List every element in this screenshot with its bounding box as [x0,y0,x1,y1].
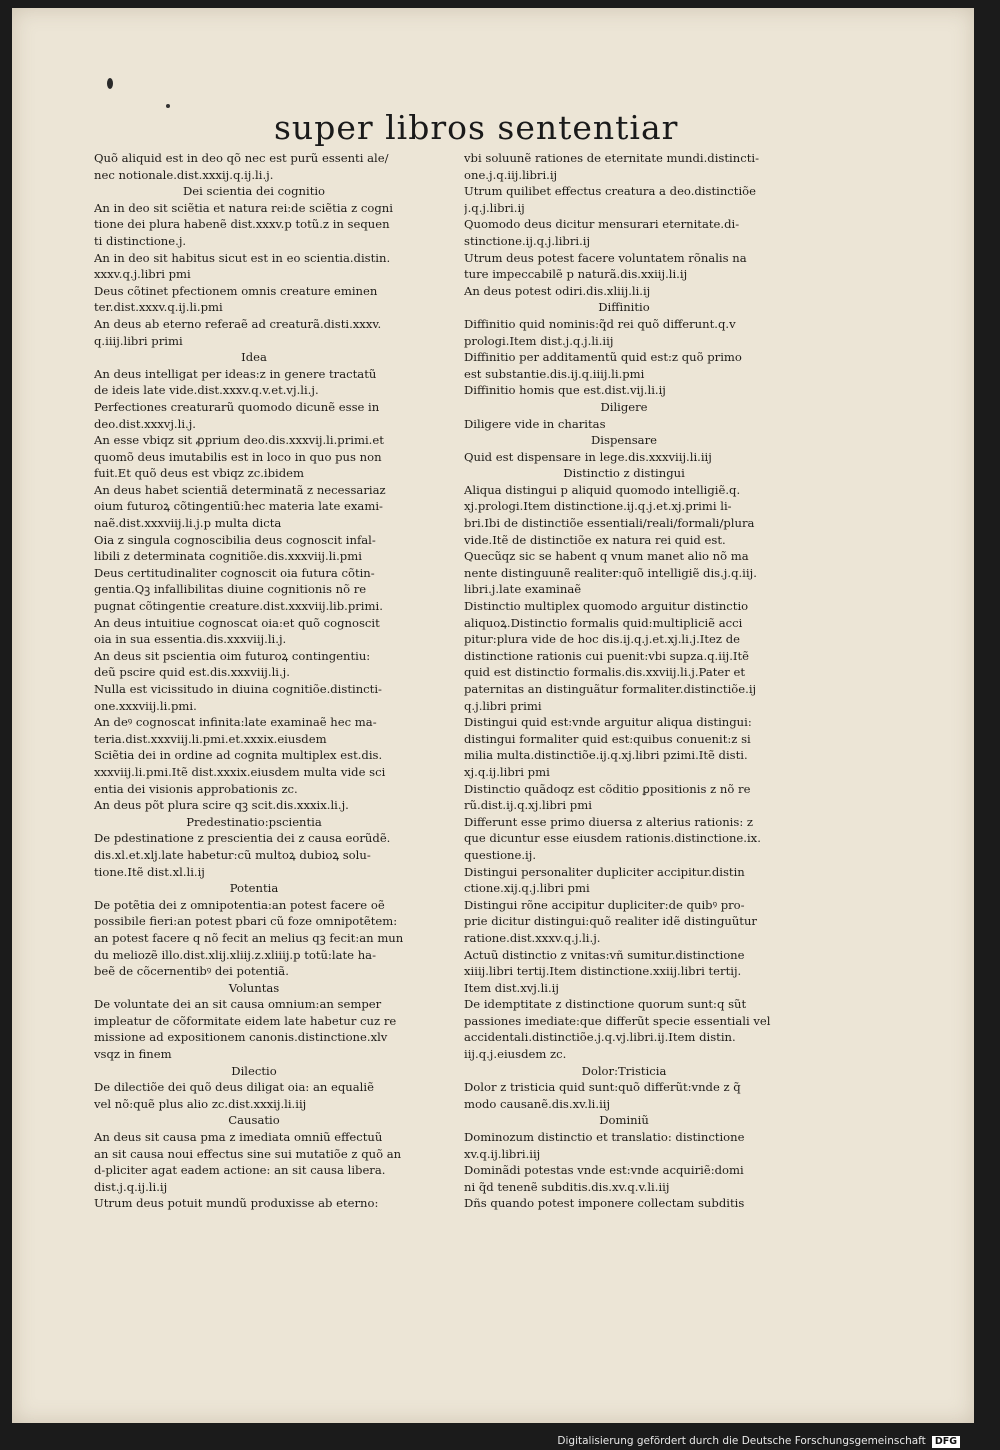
entry-line: deũ pscire quid est.dis.xxxviij.li.j. [94,665,290,680]
entry-line: milia multa.distinctiõe.ij.q.xj.libri pzimi.Itẽ disti. [464,748,748,763]
entry-line: an potest facere q nõ fecit an melius qꝫ fecit:an mun [94,930,404,945]
page-blemish [107,78,113,89]
entry-line: q.iiij.libri primi [94,333,183,348]
entry-line: du meliozẽ illo.dist.xlij.xliij.z.xliiij.p totũ:late ha- [94,947,377,962]
entry-line: vbi soluunẽ rationes de eternitate mundi.distincti- [464,151,759,165]
entry-line: vsqz in finem [94,1047,172,1062]
entry-line: de ideis late vide.dist.xxxv.q.v.et.vj.li.j. [94,383,319,398]
entry-line: De voluntate dei an sit causa omnium:an semper [94,997,382,1012]
entry-line: Utrum deus potuit mundũ produxisse ab eterno: [94,1196,379,1211]
entry-line: distinctione rationis cui puenit:vbi supza.q.iij.Itẽ [464,648,750,663]
footer-text: Digitalisierung gefördert durch die Deutsche Forschungsgemeinschaft [557,1435,926,1447]
entry-line: Distinctio multiplex quomodo arguitur distinctio [464,599,749,614]
entry-heading: Idea [241,350,267,365]
entry-line: pitur:plura vide de hoc dis.ij.q.j.et.xj.li.j.Itez de [464,632,740,647]
entry-line: Diffinitio per additamentũ quid est:z quõ primo [464,350,742,365]
left-column [94,150,454,1212]
entry-line: ratione.dist.xxxv.q.j.li.j. [464,930,601,945]
entry-line: deo.dist.xxxvj.li.j. [94,416,196,431]
entry-line: accidentali.distinctiõe.j.q.vj.libri.ij.Item distin. [464,1030,736,1045]
entry-line: gentia.Qꝫ infallibilitas diuine cognitionis nõ re [94,582,367,597]
entry-line: An deus potest odiri.dis.xliij.li.ij [464,283,651,298]
entry-line: distingui formaliter quid est:quibus conuenit:z si [464,731,751,746]
entry-line: nec notionale.dist.xxxij.q.ij.li.j. [94,167,274,182]
entry-line: prologi.Item dist.j.q.j.li.iij [464,333,614,348]
entry-heading: Dominiũ [599,1113,649,1128]
entry-heading: Dei scientia dei cognitio [182,184,326,199]
entry-line: Distinctio quãdoqz est cõditio ꝑpositionis z nõ re [464,781,751,796]
running-head: super libros sententiar [274,108,679,147]
entry-line: iij.q.j.eiusdem zc. [464,1047,567,1062]
entry-line: missione ad expositionem canonis.distinctione.xlv [94,1030,388,1045]
entry-line: Dominãdi potestas vnde est:vnde acquiriẽ:domi [464,1163,744,1178]
entry-line: xxxviij.li.pmi.Itẽ dist.xxxix.eiusdem multa vide sci [94,764,386,779]
entry-line: Diligere vide in charitas [464,416,606,431]
entry-line: An esse vbiqz sit ꝓprium deo.dis.xxxvij.li.primi.et [94,433,384,448]
entry-line: ter.dist.xxxv.q.ij.li.pmi [94,300,223,315]
entry-line: xxxv.q.j.libri pmi [94,267,191,282]
entry-line: questione.ij. [464,847,537,862]
entry-heading: Distinctio z distingui [563,466,685,481]
entry-line: oium futuroꝝ cõtingentiũ:hec materia late exami- [94,499,383,514]
entry-line: Utrum quilibet effectus creatura a deo.distinctiõe [464,184,757,199]
entry-line: Deus cõtinet pfectionem omnis creature eminen [94,283,378,298]
entry-heading: Dispensare [591,433,657,448]
entry-line: Deus certitudinaliter cognoscit oia futura cõtin- [94,565,375,580]
entry-line: An deꝰ cognoscat infinita:late examinaẽ hec ma- [94,715,377,730]
entry-line: xiiij.libri tertij.Item distinctione.xxiij.libri tertij. [464,964,742,979]
entry-line: pugnat cõtingentie creature.dist.xxxviij.lib.primi. [94,599,383,614]
entry-line: nente distinguunẽ realiter:quõ intelligiẽ dis.j.q.iij. [464,565,757,580]
entry-line: Dominozum distinctio et translatio: distinctione [464,1130,745,1145]
entry-line: aliquoꝝ.Distinctio formalis quid:multipliciẽ acci [464,615,743,630]
entry-line: Differunt esse primo diuersa z alterius rationis: z [464,814,754,829]
entry-line: An deus habet scientiã determinatã z necessariaz [94,482,386,497]
entry-line: passiones imediate:que differũt specie essentiali vel [464,1013,771,1028]
entry-line: naẽ.dist.xxxviij.li.j.p multa dicta [94,516,282,531]
entry-heading: Predestinatio:pscientia [186,814,322,829]
entry-line: De potẽtia dei z omnipotentia:an potest facere oẽ [94,897,385,912]
entry-line: Quomodo deus dicitur mensurari eternitate.di- [464,217,740,232]
page-blemish [166,104,170,108]
entry-line: An deus intelligat per ideas:z in genere tractatũ [94,366,377,381]
entry-heading: Causatio [228,1113,280,1128]
entry-line: Distingui personaliter dupliciter accipitur.distin [464,864,745,879]
entry-line: Quõ aliquid est in deo qõ nec est purũ essenti ale/ [94,151,389,165]
entry-line: De dilectiõe dei quõ deus diligat oia: an equaliẽ [94,1080,374,1095]
dfg-logo: DFG [932,1436,960,1448]
entry-line: Utrum deus potest facere voluntatem rõnalis na [464,250,747,265]
entry-line: j.q.j.libri.ij [464,200,525,215]
entry-line: Dolor z tristicia quid sunt:quõ differũt:vnde z q̃ [464,1080,741,1095]
entry-line: impleatur de cõformitate eidem late habetur cuz re [94,1013,397,1028]
entry-line: beẽ de cõcernentibꝰ dei potentiã. [94,964,289,979]
entry-line: vel nõ:quẽ plus alio zc.dist.xxxij.li.iij [94,1096,307,1111]
entry-line: modo causanẽ.dis.xv.li.iij [464,1096,611,1111]
entry-line: An deus sit causa pma z imediata omniũ effectuũ [94,1130,383,1145]
entry-line: quomõ deus imutabilis est in loco in quo pus non [94,449,382,464]
entry-line: De pdestinatione z prescientia dei z causa eorũdẽ. [94,831,391,846]
entry-line: one.j.q.iij.libri.ij [464,167,558,182]
entry-line: xj.q.ij.libri pmi [464,764,550,779]
entry-line: d-pliciter agat eadem actione: an sit causa libera. [94,1163,386,1178]
entry-line: Perfectiones creaturarũ quomodo dicunẽ esse in [94,399,380,414]
entry-heading: Dolor:Tristicia [581,1063,667,1078]
footer-bar [0,1432,1000,1450]
entry-line: Dñs quando potest imponere collectam subditis [464,1196,745,1211]
entry-line: Oia z singula cognoscibilia deus cognoscit infal- [94,532,376,547]
entry-heading: Potentia [229,881,279,896]
entry-line: xv.q.ij.libri.iij [464,1146,541,1161]
entry-line: oia in sua essentia.dis.xxxviij.li.j. [94,632,287,647]
entry-line: An in deo sit sciẽtia et natura rei:de sciẽtia z cogni [94,200,393,215]
entry-line: prie dicitur distingui:quõ realiter idẽ distinguũtur [464,914,757,929]
entry-line: dist.j.q.ij.li.ij [94,1179,168,1194]
entry-heading: Diffinitio [598,300,650,315]
entry-line: ture impeccabilẽ p naturã.dis.xxiij.li.ij [464,267,688,282]
entry-line: libili z determinata cognitiõe.dis.xxxviij.li.pmi [94,549,362,564]
entry-line: xj.prologi.Item distinctione.ij.q.j.et.xj.primi li- [464,499,732,514]
entry-heading: Dilectio [231,1063,277,1078]
entry-line: Sciẽtia dei in ordine ad cognita multiplex est.dis. [94,748,383,763]
entry-line: Item dist.xvj.li.ij [464,980,559,995]
entry-line: ni q̃d tenenẽ subditis.dis.xv.q.v.li.iij [464,1179,670,1194]
right-column [464,150,824,1212]
entry-line: bri.Ibi de distinctiõe essentiali/reali/formali/plura [464,516,755,531]
entry-line: fuit.Et quõ deus est vbiqz zc.ibidem [94,466,305,481]
entry-line: Quid est dispensare in lege.dis.xxxviij.li.iij [464,449,712,464]
entry-line: Actuũ distinctio z vnitas:vñ sumitur.distinctione [464,947,745,962]
entry-line: Aliqua distingui p aliquid quomodo intelligiẽ.q. [464,482,741,497]
entry-line: De idemptitate z distinctione quorum sunt:q sũt [464,997,747,1012]
entry-line: tione dei plura habenẽ dist.xxxv.p totũ.z in sequen [94,217,390,232]
entry-line: Distingui quid est:vnde arguitur aliqua distingui: [464,715,752,730]
entry-line: ctione.xij.q.j.libri pmi [464,881,590,896]
entry-line: paternitas an distinguãtur formaliter.distinctiõe.ij [464,682,757,696]
entry-heading: Voluntas [228,980,280,995]
entry-line: tione.Itẽ dist.xl.li.ij [94,864,205,879]
entry-line: que dicuntur esse eiusdem rationis.distinctione.ix. [464,831,761,846]
entry-line: An deus ab eterno referaẽ ad creaturã.disti.xxxv. [94,316,382,331]
entry-line: q.j.libri primi [464,698,542,713]
entry-line: Diffinitio quid nominis:q̃d rei quõ differunt.q.v [464,316,736,331]
entry-line: one.xxxviij.li.pmi. [94,698,197,713]
entry-line: Diffinitio homis que est.dist.vij.li.ij [464,383,666,398]
entry-line: entia dei visionis approbationis zc. [94,781,298,796]
entry-line: An deus põt plura scire qꝫ scit.dis.xxxix.li.j. [94,798,349,813]
entry-line: An in deo sit habitus sicut est in eo scientia.distin. [94,250,391,265]
entry-line: rũ.dist.ij.q.xj.libri pmi [464,798,592,813]
entry-line: An deus intuitiue cognoscat oia:et quõ cognoscit [94,615,380,630]
book-page [12,8,974,1423]
entry-line: an sit causa noui effectus sine sui mutatiõe z quõ an [94,1146,402,1161]
entry-line: teria.dist.xxxviij.li.pmi.et.xxxix.eiusdem [94,731,327,746]
entry-line: possibile fieri:an potest pbari cũ foze omnipotẽtem: [94,914,398,929]
entry-line: Distingui rõne accipitur dupliciter:de quibꝰ pro- [464,897,745,912]
entry-line: An deus sit pscientia oim futuroꝝ contingentiu: [94,648,371,663]
entry-line: stinctione.ij.q.j.libri.ij [464,233,591,248]
entry-heading: Diligere [600,399,648,414]
entry-line: Nulla est vicissitudo in diuina cognitiõe.distincti- [94,682,382,696]
entry-line: vide.Itẽ de distinctiõe ex natura rei quid est. [464,532,726,547]
entry-line: est substantie.dis.ij.q.iiij.li.pmi [464,366,645,381]
entry-line: dis.xl.et.xlj.late habetur:cũ multoꝝ dubioꝝ solu- [94,847,371,862]
entry-line: ti distinctione.j. [94,233,187,248]
entry-line: libri.j.late examinaẽ [464,582,582,597]
entry-line: Quecũqz sic se habent q vnum manet alio nõ ma [464,549,749,564]
entry-line: quid est distinctio formalis.dis.xxviij.li.j.Pater et [464,665,745,680]
